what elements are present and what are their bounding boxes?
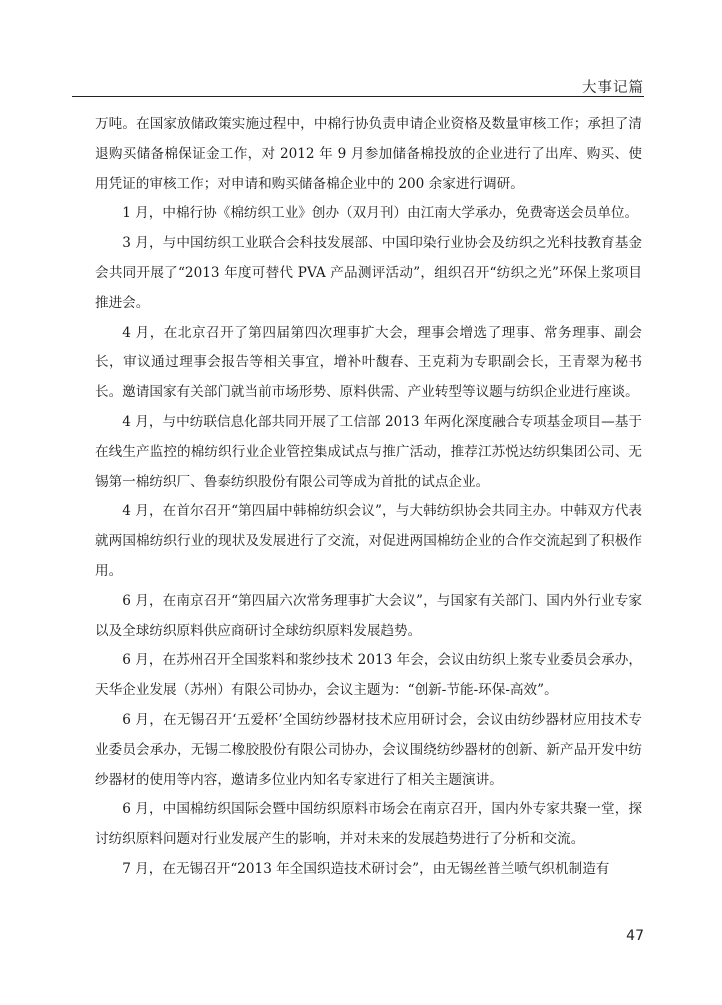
paragraph-june-suzhou: 6 月，在苏州召开全国浆料和浆纱技术 2013 年会，会议由纺织上浆专业委员会承办，天华企业发展（苏州）有限公司协办，会议主题为：“创新-节能-环保-高效”。: [95, 652, 642, 699]
paragraph-july-wuxi: 7 月，在无锡召开“2013 年全国织造技术研讨会”，由无锡丝普兰喷气织机制造有: [122, 860, 610, 877]
page-number: 47: [626, 928, 644, 944]
paragraph-continuation: 万吨。在国家放储政策实施过程中，中棉行协负责申请企业资格及数量审核工作；承担了清退购买储备棉保证金工作，对 2012 年 9 月参加储备棉投放的企业进行了出库、购买、使用凭证的审核工作；对申请和购买储备棉企业中的 200 余家进行调研。: [95, 116, 642, 192]
body-text: [95, 110, 642, 885]
paragraph-june-wuxi: 6 月，在无锡召开‘五爱杯’全国纺纱器材技术应用研讨会，会议由纺纱器材应用技术专业委员会承办，无锡二橡胶股份有限公司协办，会议围绕纺纱器材的创新、新产品开发中纺纱器材的使用等内容，邀请多位业内知名专家进行了相关主题演讲。: [95, 711, 642, 788]
running-header-title: 大事记篇: [582, 80, 644, 96]
paragraph-april-informatization: 4 月，与中纺联信息化部共同开展了工信部 2013 年两化深度融合专项基金项目—基于在线生产监控的棉纺织行业企业管控集成试点与推广活动，推荐江苏悦达纺织集团公司、无锡第一棉纺织厂、鲁泰纺织股份有限公司等成为首批的试点企业。: [95, 413, 642, 490]
paragraph-april-seoul: 4 月，在首尔召开“第四届中韩棉纺织会议”，与大韩纺织协会共同主办。中韩双方代表就两国棉纺织行业的现状及发展进行了交流，对促进两国棉纺企业的合作交流起到了积极作用。: [95, 503, 642, 579]
paragraph-june-international: 6 月，中国棉纺织国际会暨中国纺织原料市场会在南京召开，国内外专家共聚一堂，探讨纺织原料问题对行业发展产生的影响，并对未来的发展趋势进行了分析和交流。: [95, 801, 642, 848]
paragraph-january: 1 月，中棉行协《棉纺织工业》创办（双月刊）由江南大学承办，免费寄送会员单位。: [122, 205, 639, 222]
paragraph-april-beijing: 4 月，在北京召开了第四届第四次理事扩大会，理事会增选了理事、常务理事、副会长，审议通过理事会报告等相关事宜，增补叶馥春、王克莉为专职副会长，王青翠为秘书长。邀请国家有关部门就当前市场形势、原料供需、产业转型等议题与纺织企业进行座谈。: [95, 324, 642, 401]
paragraph-june-nanjing: 6 月，在南京召开“第四届六次常务理事扩大会议”，与国家有关部门、国内外行业专家以及全球纺织原料供应商研讨全球纺织原料发展趋势。: [95, 592, 642, 639]
paragraph-march: 3 月，与中国纺织工业联合会科技发展部、中国印染行业协会及纺织之光科技教育基金会共同开展了“2013 年度可替代 PVA 产品测评活动”，组织召开“纺织之光”环保上浆项目推进会。: [95, 235, 642, 311]
header-divider: [72, 96, 644, 97]
